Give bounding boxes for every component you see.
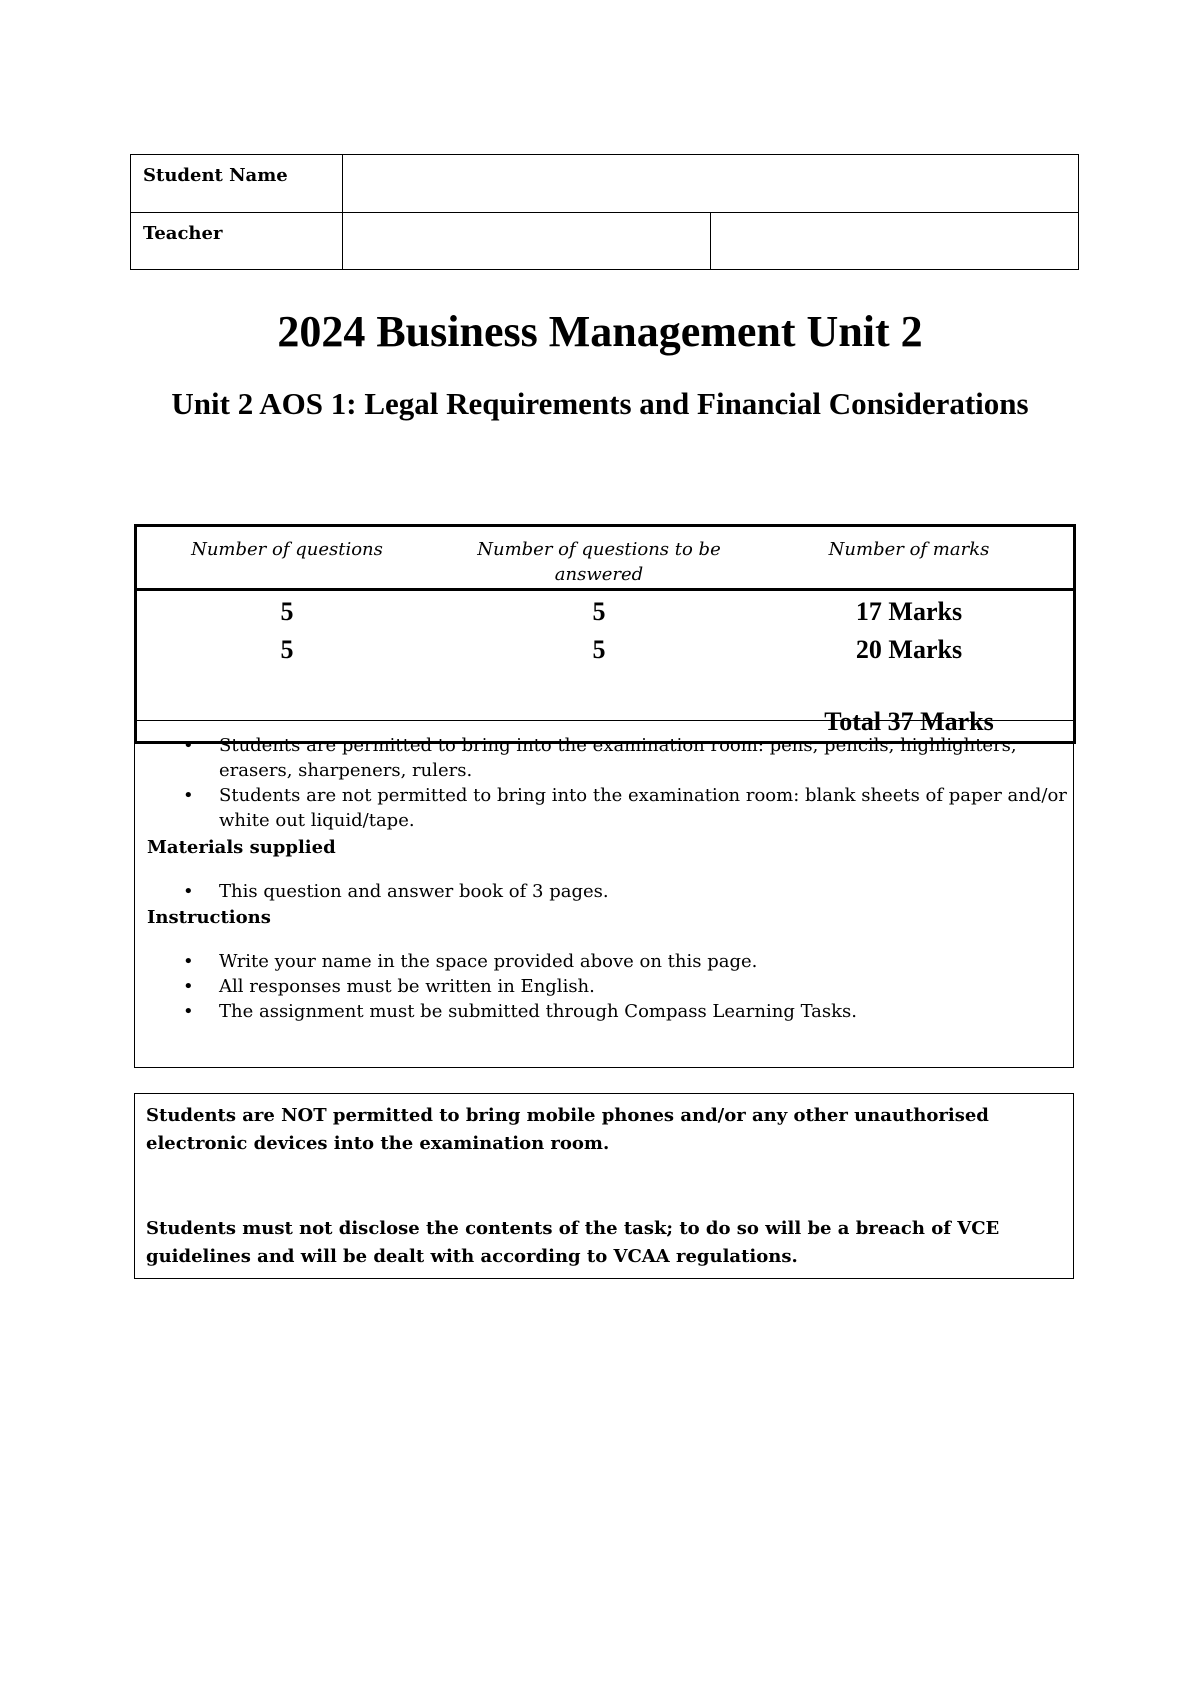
teacher-field[interactable] (343, 212, 711, 270)
instructions-box (134, 720, 1074, 1068)
instruction-item-text: All responses must be written in English. (219, 976, 595, 997)
marks-table-header (137, 527, 1073, 591)
bullet-icon: • (183, 951, 194, 972)
bullet-icon: • (183, 976, 194, 997)
table-cell: 5 (280, 635, 294, 664)
not-permitted-item-text: Students are not permitted to bring into the examination room: blank sheets of paper and/or white out liquid/tape. (219, 785, 1067, 831)
table-cell: 5 (592, 597, 606, 626)
instructions-heading: Instructions (147, 907, 271, 928)
page-subtitle: Unit 2 AOS 1: Legal Requirements and Financial Considerations (171, 386, 1029, 421)
marks-table (134, 524, 1076, 744)
header-number-of-marks: Number of marks (828, 539, 990, 560)
total-marks: Total 37 Marks (824, 707, 994, 736)
header-number-of-questions: Number of questions (191, 539, 383, 560)
bullet-icon: • (183, 735, 194, 756)
table-cell: 5 (280, 597, 294, 626)
student-name-label: Student Name (131, 155, 343, 213)
bullet-icon: • (183, 881, 194, 902)
table-cell: 20 Marks (855, 635, 963, 664)
teacher-label: Teacher (131, 212, 343, 270)
materials-item-text: This question and answer book of 3 pages. (219, 881, 609, 902)
table-cell: 17 Marks (855, 597, 963, 626)
bullet-icon: • (183, 1001, 194, 1022)
student-name-field[interactable] (343, 155, 1079, 213)
warning-disclosure: Students must not disclose the contents of the task; to do so will be a breach of VCE guidelines and will be dealt with according to VCAA regulations. (146, 1218, 1000, 1267)
permitted-item-text: Students are permitted to bring into the examination room: pens, pencils, highlighters, erasers, sharpeners, rulers. (219, 735, 1017, 781)
extra-field[interactable] (711, 212, 1079, 270)
bullet-icon: • (183, 785, 194, 806)
header-questions-to-answer: Number of questions to be answered (477, 539, 721, 585)
materials-heading: Materials supplied (147, 837, 336, 858)
instruction-item-text: The assignment must be submitted through Compass Learning Tasks. (219, 1001, 858, 1022)
table-cell: 5 (592, 635, 606, 664)
warning-box (134, 1093, 1074, 1279)
student-info-table (130, 154, 1079, 270)
page-title: 2024 Business Management Unit 2 (277, 307, 923, 356)
warning-devices: Students are NOT permitted to bring mobile phones and/or any other unauthorised electronic devices into the examination room. (146, 1105, 989, 1154)
instruction-item-text: Write your name in the space provided above on this page. (219, 951, 758, 972)
